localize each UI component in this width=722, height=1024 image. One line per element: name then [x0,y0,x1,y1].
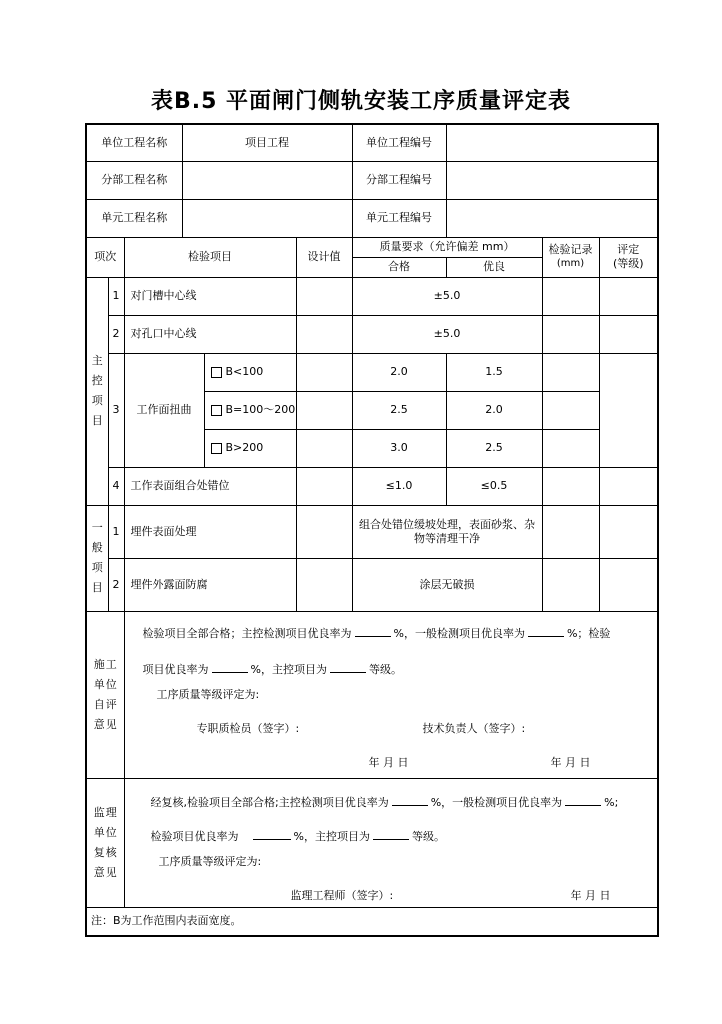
blank-field[interactable] [253,829,291,840]
supervision-line-2: 检验项目优良率为 %，主控项目为 等级。 [150,829,445,843]
general-item-name: 埋件表面处理 [124,505,296,558]
rating-cell[interactable] [599,505,658,558]
general-item-no: 2 [108,558,124,611]
excellent-cell: 2.5 [446,429,542,467]
construction-opinion [124,611,658,778]
checkbox-icon[interactable] [211,367,222,378]
design-value-cell[interactable] [296,429,352,467]
main-item-name: 工作表面组合处错位 [124,467,296,505]
rating-cell[interactable] [599,277,658,315]
excellent-cell: 2.0 [446,391,542,429]
design-value-cell[interactable] [296,353,352,391]
element-project-no-value[interactable] [446,199,658,237]
record-cell[interactable] [542,277,599,315]
condition-b-lt-100[interactable]: B<100 [204,353,296,391]
main-item-no: 3 [108,353,124,467]
record-cell[interactable] [542,505,599,558]
supervision-date[interactable]: 年 月 日 [570,888,611,902]
requirement-cell: 组合处错位缓坡处理，表面砂浆、杂 物等清理干净 [352,505,542,558]
col-check-item: 检验项目 [124,237,296,277]
design-value-cell[interactable] [296,315,352,353]
supervision-line-1: 经复核,检验项目全部合格;主控检测项目优良率为 %，一般检测项目优良率为 %; [150,795,619,809]
element-project-no-label: 单元工程编号 [352,199,446,237]
quality-assessment-table [85,123,659,937]
col-item-no: 项次 [86,237,124,277]
col-rating [599,237,658,277]
qualified-cell: 2.5 [352,391,446,429]
general-item-name: 埋件外露面防腐 [124,558,296,611]
sub-project-no-value[interactable] [446,161,658,199]
unit-project-value[interactable]: 项目工程 [182,124,352,161]
sub-project-no-label: 分部工程编号 [352,161,446,199]
design-value-cell[interactable] [296,467,352,505]
unit-project-no-value[interactable] [446,124,658,161]
unit-project-no-label: 单位工程编号 [352,124,446,161]
page-title: 表B.5 平面闸门侧轨安装工序质量评定表 [150,89,572,114]
col-record-unit: (mm) [556,258,585,269]
construction-date-2[interactable]: 年 月 日 [550,755,591,769]
qualified-cell: 2.0 [352,353,446,391]
construction-label: 施 单 自 意 工 位 评 见 [86,611,124,778]
sub-project-value[interactable] [182,161,352,199]
col-record-label: 检验记录 [548,243,593,256]
col-rating-unit: (等级) [612,257,644,270]
construction-line-1: 检验项目全部合格；主控检测项目优良率为 %，一般检测项目优良率为 %；检验 [142,626,611,640]
col-excellent: 优良 [446,257,542,277]
unit-project-label: 单位工程名称 [86,124,182,161]
record-cell[interactable] [542,353,599,391]
construction-line-3: 工序质量等级评定为: [156,687,260,701]
main-item-no: 2 [108,315,124,353]
col-quality-req: 质量要求（允许偏差 mm） [352,237,542,257]
sub-project-label: 分部工程名称 [86,161,182,199]
supervision-opinion [124,778,658,907]
general-item-no: 1 [108,505,124,558]
tolerance-cell: ±5.0 [352,277,542,315]
col-rating-label: 评定 [617,243,640,256]
excellent-cell: 1.5 [446,353,542,391]
main-item-name: 工作面扭曲 [124,353,204,467]
blank-field[interactable] [330,662,366,673]
qualified-cell: 3.0 [352,429,446,467]
rating-cell[interactable] [599,558,658,611]
blank-field[interactable] [355,626,391,637]
checkbox-icon[interactable] [211,405,222,416]
design-value-cell[interactable] [296,277,352,315]
element-project-value[interactable] [182,199,352,237]
footnote: 注：B为工作范围内表面宽度。 [86,907,658,936]
blank-field[interactable] [373,829,409,840]
record-cell[interactable] [542,467,599,505]
supervision-line-3: 工序质量等级评定为: [158,854,262,868]
checkbox-icon[interactable] [211,443,222,454]
design-value-cell[interactable] [296,505,352,558]
excellent-cell: ≤0.5 [446,467,542,505]
main-item-no: 4 [108,467,124,505]
tolerance-cell: ±5.0 [352,315,542,353]
main-item-no: 1 [108,277,124,315]
design-value-cell[interactable] [296,391,352,429]
condition-b-gt-200[interactable]: B>200 [204,429,296,467]
record-cell[interactable] [542,429,599,467]
rating-cell[interactable] [599,467,658,505]
condition-b-100-200[interactable]: B=100～200 [204,391,296,429]
rating-cell[interactable] [599,353,658,467]
rating-cell[interactable] [599,315,658,353]
blank-field[interactable] [528,626,564,637]
main-item-name: 对门槽中心线 [124,277,296,315]
blank-field[interactable] [565,795,601,806]
general-group-label: 一 般 项 目 [86,505,108,611]
design-value-cell[interactable] [296,558,352,611]
main-group-label: 主 控 项 目 [86,277,108,505]
tech-lead-signature[interactable]: 技术负责人（签字）: [422,721,526,735]
construction-date-1[interactable]: 年 月 日 [368,755,409,769]
qualified-cell: ≤1.0 [352,467,446,505]
inspector-signature[interactable]: 专职质检员（签字）: [196,721,300,735]
engineer-signature[interactable]: 监理工程师（签字）: [290,888,394,902]
construction-line-2: 项目优良率为 %，主控项目为 等级。 [142,662,402,676]
record-cell[interactable] [542,315,599,353]
col-design-value: 设计值 [296,237,352,277]
blank-field[interactable] [212,662,248,673]
col-qualified: 合格 [352,257,446,277]
element-project-label: 单元工程名称 [86,199,182,237]
record-cell[interactable] [542,558,599,611]
record-cell[interactable] [542,391,599,429]
blank-field[interactable] [392,795,428,806]
requirement-cell: 涂层无破损 [352,558,542,611]
main-item-name: 对孔口中心线 [124,315,296,353]
supervision-label: 监 单 复 意 理 位 核 见 [86,778,124,907]
col-record [542,237,599,277]
